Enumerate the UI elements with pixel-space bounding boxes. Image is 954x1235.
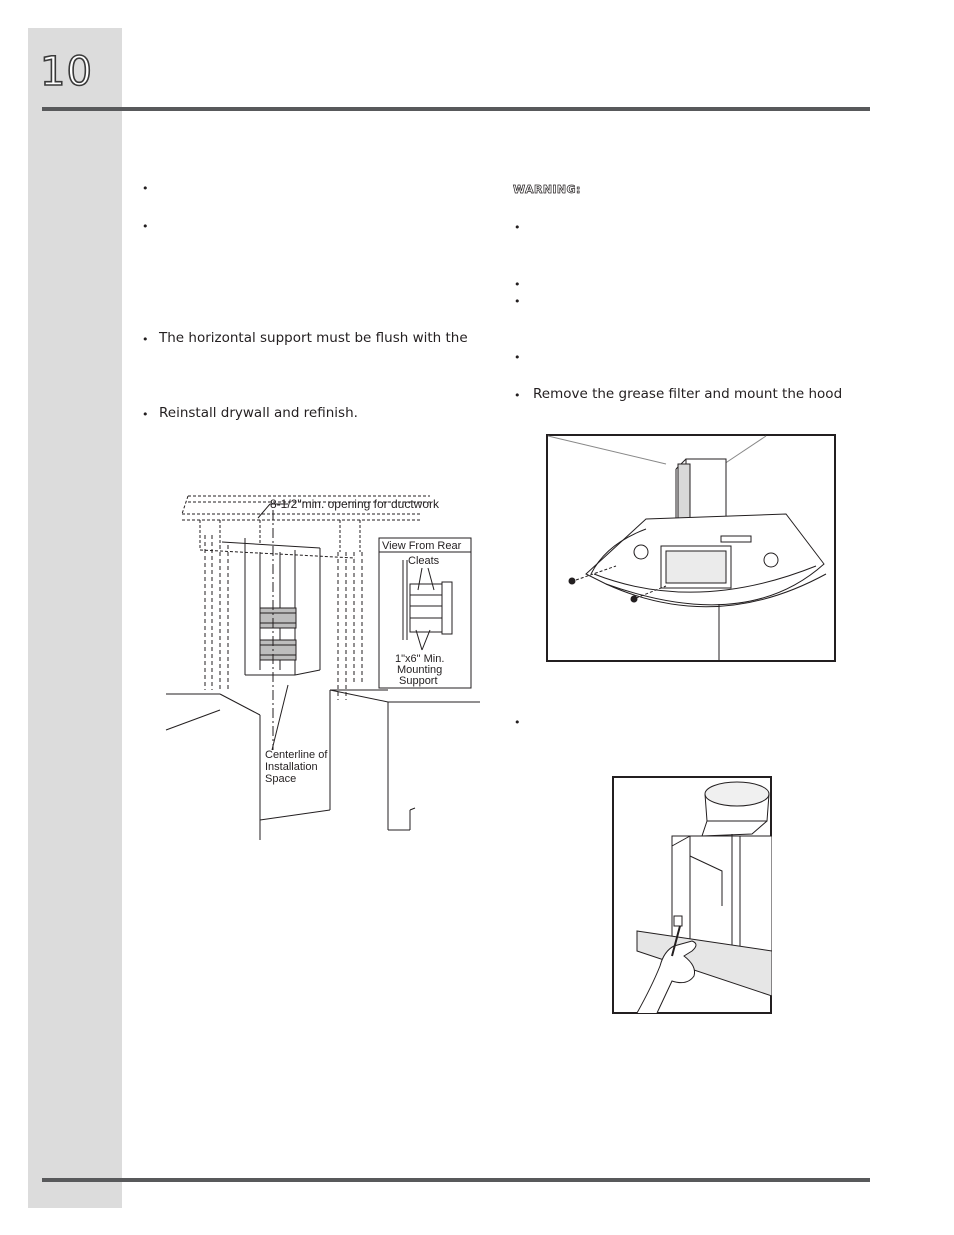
- duct-collar: [702, 782, 769, 836]
- cleats-shaded: [260, 608, 296, 660]
- bullet-marker: •: [142, 182, 149, 195]
- counter-outline: [166, 690, 480, 840]
- page-number: 10: [40, 49, 93, 95]
- centerline-label-line1: Centerline of: [265, 749, 328, 761]
- bullet-marker: •: [514, 278, 521, 291]
- opening-leader: [258, 504, 270, 518]
- support-label-line3: Support: [399, 675, 438, 687]
- opening-label: 8-1/2"min. opening for ductwork: [270, 497, 440, 511]
- centerline-leader: [272, 685, 288, 750]
- bullet-marker: •: [514, 389, 521, 402]
- screw-icon: [631, 596, 637, 602]
- header-rule: [42, 107, 870, 111]
- mounting-support-illustration: [160, 490, 480, 850]
- centerline-label-line3: Space: [265, 773, 297, 785]
- warning-label: WARNING:: [513, 183, 581, 196]
- hood-mounting-illustration: [546, 434, 836, 662]
- footer-rule: [42, 1178, 870, 1182]
- bullet-marker: •: [142, 333, 149, 346]
- left-bullet-4-text: Reinstall drywall and refinish.: [159, 405, 358, 421]
- right-bullet-5-text: Remove the grease filter and mount the hood: [533, 386, 843, 402]
- bullet-marker: •: [514, 295, 521, 308]
- hood-canopy: [586, 514, 826, 607]
- support-label-line2: Mounting: [397, 664, 443, 676]
- bullet-marker: •: [142, 408, 149, 421]
- bullet-marker: •: [142, 220, 149, 233]
- page-sidebar: [28, 28, 122, 1208]
- left-bullet-3-text: The horizontal support must be flush with the: [159, 330, 468, 346]
- bullet-marker: •: [514, 221, 521, 234]
- screw-installation-illustration: [612, 776, 772, 1014]
- bullet-marker: •: [514, 351, 521, 364]
- bullet-marker: •: [514, 716, 521, 729]
- screw-icon: [569, 578, 575, 584]
- cleats-label: Cleats: [408, 555, 440, 567]
- inset-title: View From Rear: [382, 540, 462, 552]
- centerline-label-line2: Installation: [265, 761, 318, 773]
- support-label-line1: 1"x6" Min.: [395, 653, 445, 665]
